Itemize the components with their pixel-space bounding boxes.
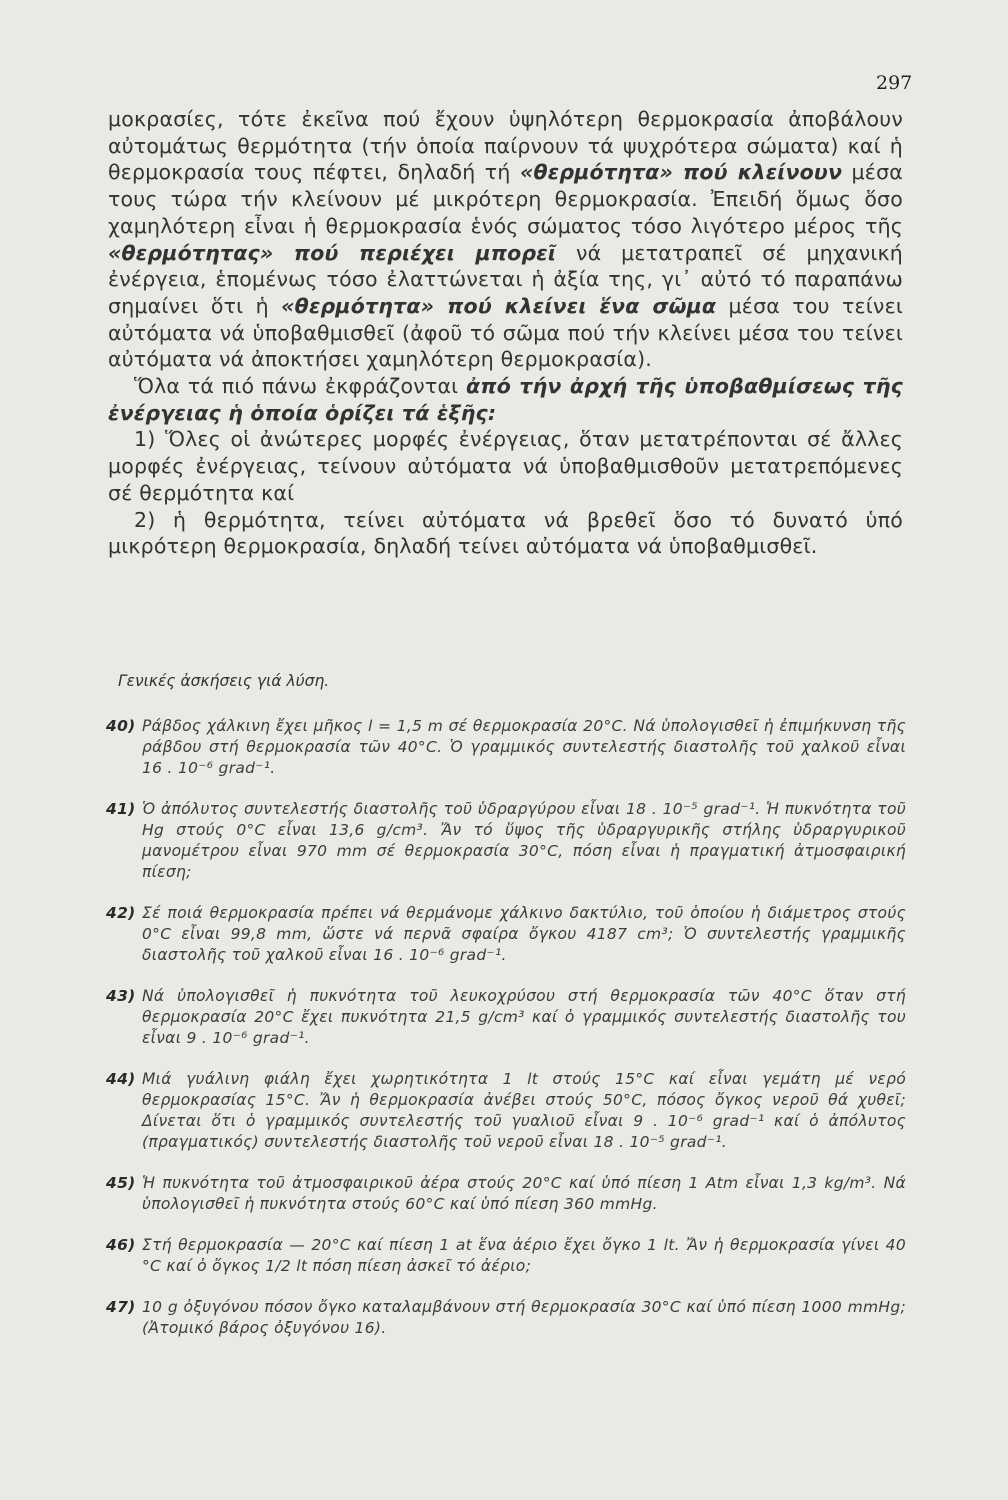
emphasis-body-heat: «θερμότητα» πού κλείνει ἕνα σῶμα <box>281 293 717 318</box>
exercise-45 <box>106 1173 906 1215</box>
exercise-text: Ράβδος χάλκινη ἔχει μῆκος l = 1,5 m σέ θερμοκρασία 20°C. Νά ὑπολογισθεῖ ἡ ἐπιμήκυνση τῆς ράβδου στή θερμοκρασία τῶν 40°C. Ὁ γραμμικός συντελεστής διαστολῆς τοῦ χαλκοῦ εἶναι 16 . 10⁻⁶ grad⁻¹. <box>142 717 906 777</box>
exercise-number: 42) <box>106 904 136 922</box>
emphasis-heat-enclosed: «θερμότητα» πού κλείνουν <box>519 160 843 185</box>
exercise-44 <box>106 1069 906 1153</box>
exercise-text: 10 g ὀξυγόνου πόσον ὄγκο καταλαμβάνουν στή θερμοκρασία 30°C καί ὑπό πίεση 1000 mmHg; (Ἀτομικό βάρος ὀξυγόνου 16). <box>142 1298 906 1337</box>
exercise-text: Ἡ πυκνότητα τοῦ ἀτμοσφαιρικοῦ ἀέρα στούς 20°C καί ὑπό πίεση 1 Atm εἶναι 1,3 kg/m³. Νά ὑπολογισθεῖ ἡ πυκνότητα στούς 60°C καί ὑπό πίεση 360 mmHg. <box>142 1174 906 1213</box>
emphasis-heat-contained: «θερμότητας» πού περιέχει μπορεῖ <box>108 240 557 265</box>
exercise-number: 47) <box>106 1298 136 1316</box>
exercise-list <box>106 716 906 1359</box>
exercise-text: Νά ὑπολογισθεῖ ἡ πυκνότητα τοῦ λευκοχρύσου στή θερμοκρασία τῶν 40°C ὅταν στή θερμοκρασία 20°C ἔχει πυκνότητα 21,5 g/cm³ καί ὁ γραμμικός συντελεστής διαστολῆς του εἶναι 9 . 10⁻⁶ grad⁻¹. <box>142 987 906 1047</box>
exercise-42 <box>106 903 906 966</box>
exercise-text: Ὁ ἀπόλυτος συντελεστής διαστολῆς τοῦ ὑδραργύρου εἶναι 18 . 10⁻⁵ grad⁻¹. Ἡ πυκνότητα τοῦ Hg στούς 0°C εἶναι 13,6 g/cm³. Ἄν τό ὕψος τῆς ὑδραργυρικῆς στήλης ὑδραργυρικοῦ μανομέτρου εἶναι 970 mm σέ θερμοκρασία 30°C, πόση εἶναι ἡ πραγματική ἀτμοσφαιρική πίεση; <box>142 800 906 881</box>
exercise-number: 44) <box>106 1070 136 1088</box>
exercise-number: 40) <box>106 717 136 735</box>
principle-item-2: 2) ἡ θερμότητα, τείνει αὐτόματα νά βρεθεῖ ὅσο τό δυνατό ὑπό μικρότερη θερμοκρασία, δηλαδή τείνει αὐτόματα νά ὑποβαθμισθεῖ. <box>108 507 903 559</box>
exercise-number: 46) <box>106 1236 136 1254</box>
exercises-heading: Γενικές ἀσκήσεις γιά λύση. <box>118 672 330 690</box>
exercise-text: Σέ ποιά θερμοκρασία πρέπει νά θερμάνομε χάλκινο δακτύλιο, τοῦ ὁποίου ἡ διάμετρος στούς 0°C εἶναι 99,8 mm, ὥστε νά περνᾶ σφαίρα ὄγκου 4187 cm³; Ὁ συντελεστής γραμμικῆς διαστολῆς τοῦ χαλκοῦ εἶναι 16 . 10⁻⁶ grad⁻¹. <box>142 904 906 964</box>
principle-item-1: 1) Ὅλες οἱ ἀνώτερες μορφές ἐνέργειας, ὅταν μετατρέπονται σέ ἄλλες μορφές ἐνέργειας, τείνουν αὐτόματα νά ὑποβαθμισθοῦν μετατρεπόμενες σέ θερμότητα καί <box>108 427 903 505</box>
principle-name: ἀπό τήν ἀρχή τῆς ὑποβαθμίσεως τῆς ἐνέργειας ἡ ὁποία ὁρίζει τά ἑξῆς: <box>108 374 903 425</box>
exercise-41 <box>106 799 906 883</box>
exercise-text: Στή θερμοκρασία — 20°C καί πίεση 1 at ἕνα ἀέριο ἔχει ὄγκο 1 lt. Ἄν ἡ θερμοκρασία γίνει 40 °C καί ὁ ὄγκος 1/2 lt πόση πίεση ἀσκεῖ τό ἀέριο; <box>142 1236 906 1275</box>
exercise-47 <box>106 1297 906 1339</box>
exercise-46 <box>106 1235 906 1277</box>
exercise-number: 43) <box>106 987 136 1005</box>
main-text <box>108 106 903 560</box>
exercise-40 <box>106 716 906 779</box>
exercise-43 <box>106 986 906 1049</box>
paragraph-heat: μοκρασίες, τότε ἐκεῖνα πού ἔχουν ὑψηλότερη θερμοκρασία ἀποβάλουν αὐτομάτως θερμότητα (τήν ὁποία παίρνουν τά ψυχρότερα σώματα) καί ἡ θερμοκρασία τους πέφτει, δηλαδή τή «θερμότητα» πού κλείνουν μέσα τους τώρα τήν κλείνουν μέ μικρότερη θερμοκρασία. Ἐπειδή ὅμως ὅσο χαμηλότερη εἶναι ἡ θερμοκρασία ἑνός σώματος τόσο λιγότερο μέρος τῆς «θερμότητας» πού περιέχει μπορεῖ νά μετατραπεῖ σέ μηχανική ἐνέργεια, ἑπομένως τόσο ἐλαττώνεται ἡ ἀξία της, γι᾽ αὐτό τό παραπάνω σημαίνει ὅτι ἡ «θερμότητα» πού κλείνει ἕνα σῶμα μέσα του τείνει αὐτόματα νά ὑποβαθμισθεῖ (ἀφοῦ τό σῶμα πού τήν κλείνει μέσα του τείνει αὐτόματα νά ἀποκτήσει χαμηλότερη θερμοκρασία). <box>108 107 903 372</box>
paragraph-principle: Ὅλα τά πιό πάνω ἐκφράζονται ἀπό τήν ἀρχή τῆς ὑποβαθμίσεως τῆς ἐνέργειας ἡ ὁποία ὁρίζει τά ἑξῆς: <box>108 374 903 425</box>
exercise-number: 41) <box>106 800 136 818</box>
exercise-text: Μιά γυάλινη φιάλη ἔχει χωρητικότητα 1 lt στούς 15°C καί εἶναι γεμάτη μέ νερό θερμοκρασίας 15°C. Ἄν ἡ θερμοκρασία ἀνέβει στούς 50°C, πόσος ὄγκος νεροῦ θά χυθεῖ; Δίνεται ὅτι ὁ γραμμικός συντελεστής τοῦ γυαλιοῦ εἶναι 9 . 10⁻⁶ grad⁻¹ καί ὁ ἀπόλυτος (πραγματικός) συντελεστής διαστολῆς τοῦ νεροῦ εἶναι 18 . 10⁻⁵ grad⁻¹. <box>142 1070 906 1151</box>
exercise-number: 45) <box>106 1174 136 1192</box>
page-number: 297 <box>876 72 913 94</box>
